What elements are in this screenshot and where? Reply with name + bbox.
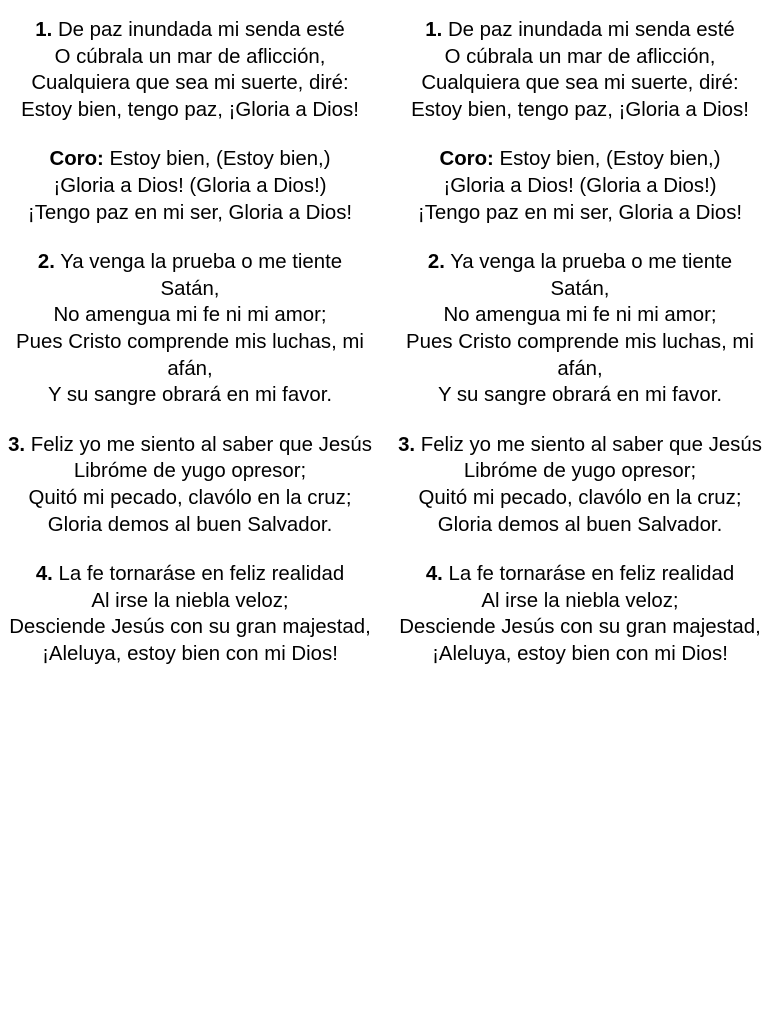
- stanza-line: Al irse la niebla veloz;: [481, 589, 679, 612]
- lyric-text: Estoy bien, (Estoy bien,): [499, 148, 721, 171]
- stanza-4: [8, 561, 372, 667]
- stanza-line: [398, 432, 762, 459]
- lyric-text: La fe tornaráse en feliz realidad: [58, 563, 345, 586]
- stanza-number: 4.: [35, 563, 53, 586]
- stanza-2: [398, 249, 762, 409]
- stanza-number: 1.: [35, 19, 53, 41]
- stanza-line: ¡Aleluya, estoy bien con mi Dios!: [42, 642, 338, 665]
- chorus-label: Coro:: [49, 148, 104, 171]
- stanza-line: [8, 249, 372, 302]
- lyric-text: Feliz yo me siento al saber que Jesús: [30, 433, 372, 456]
- stanza-line: Y su sangre obrará en mi favor.: [437, 384, 723, 407]
- stanza-3: [398, 432, 762, 538]
- stanza-line: Cualquiera que sea mi suerte, diré:: [31, 72, 349, 95]
- stanza-line: No amengua mi fe ni mi amor;: [443, 304, 717, 327]
- stanza-line: Gloria demos al buen Salvador.: [47, 513, 333, 536]
- stanza-line: [398, 17, 762, 44]
- stanza-line: Gloria demos al buen Salvador.: [437, 513, 723, 536]
- stanza-number: 1.: [425, 19, 443, 41]
- stanza-line: ¡Gloria a Dios! (Gloria a Dios!): [53, 174, 327, 197]
- lyric-text: Feliz yo me siento al saber que Jesús: [420, 433, 762, 456]
- chorus: [8, 146, 372, 226]
- hymn-sheet: [0, 17, 768, 690]
- stanza-line: [398, 249, 762, 302]
- lyric-text: De paz inundada mi senda esté: [57, 19, 345, 41]
- stanza-line: Quitó mi pecado, clavólo en la cruz;: [418, 486, 742, 509]
- stanza-1: [398, 17, 762, 123]
- stanza-line: Pues Cristo comprende mis luchas, mi afán,: [16, 330, 364, 380]
- stanza-line: Libróme de yugo opresor;: [463, 460, 697, 483]
- stanza-4: [398, 561, 762, 667]
- stanza-line: O cúbrala un mar de aflicción,: [54, 45, 326, 68]
- stanza-number: 2.: [37, 251, 55, 274]
- stanza-line: Estoy bien, tengo paz, ¡Gloria a Dios!: [21, 98, 359, 121]
- stanza-line: Quitó mi pecado, clavólo en la cruz;: [28, 486, 352, 509]
- stanza-line: Libróme de yugo opresor;: [73, 460, 307, 483]
- stanza-line: Desciende Jesús con su gran majestad,: [9, 616, 371, 639]
- stanza-1: [8, 17, 372, 123]
- stanza-line: [8, 432, 372, 459]
- stanza-line: O cúbrala un mar de aflicción,: [444, 45, 716, 68]
- stanza-line: ¡Aleluya, estoy bien con mi Dios!: [432, 642, 728, 665]
- lyric-text: De paz inundada mi senda esté: [447, 19, 735, 41]
- stanza-line: [398, 561, 762, 588]
- stanza-number: 3.: [8, 433, 26, 456]
- stanza-number: 3.: [398, 433, 416, 456]
- hymn-column-left: [0, 17, 384, 690]
- stanza-line: ¡Tengo paz en mi ser, Gloria a Dios!: [417, 201, 743, 224]
- stanza-line: ¡Gloria a Dios! (Gloria a Dios!): [443, 174, 717, 197]
- lyric-text: Estoy bien, (Estoy bien,): [109, 148, 331, 171]
- stanza-line: Pues Cristo comprende mis luchas, mi afán,: [406, 330, 754, 380]
- lyric-text: La fe tornaráse en feliz realidad: [448, 563, 735, 586]
- stanza-line: [398, 146, 762, 173]
- stanza-2: [8, 249, 372, 409]
- lyric-text: Ya venga la prueba o me tiente Satán,: [60, 251, 343, 300]
- stanza-line: Estoy bien, tengo paz, ¡Gloria a Dios!: [411, 98, 749, 121]
- stanza-line: ¡Tengo paz en mi ser, Gloria a Dios!: [27, 201, 353, 224]
- stanza-line: Al irse la niebla veloz;: [91, 589, 289, 612]
- stanza-number: 4.: [425, 563, 443, 586]
- stanza-3: [8, 432, 372, 538]
- stanza-line: [8, 561, 372, 588]
- stanza-line: Desciende Jesús con su gran majestad,: [399, 616, 761, 639]
- stanza-number: 2.: [427, 251, 445, 274]
- stanza-line: Y su sangre obrará en mi favor.: [47, 384, 333, 407]
- stanza-line: No amengua mi fe ni mi amor;: [53, 304, 327, 327]
- lyric-text: Ya venga la prueba o me tiente Satán,: [450, 251, 733, 300]
- chorus: [398, 146, 762, 226]
- hymn-column-right: [384, 17, 768, 690]
- stanza-line: [8, 146, 372, 173]
- chorus-label: Coro:: [439, 148, 494, 171]
- stanza-line: [8, 17, 372, 44]
- stanza-line: Cualquiera que sea mi suerte, diré:: [421, 72, 739, 95]
